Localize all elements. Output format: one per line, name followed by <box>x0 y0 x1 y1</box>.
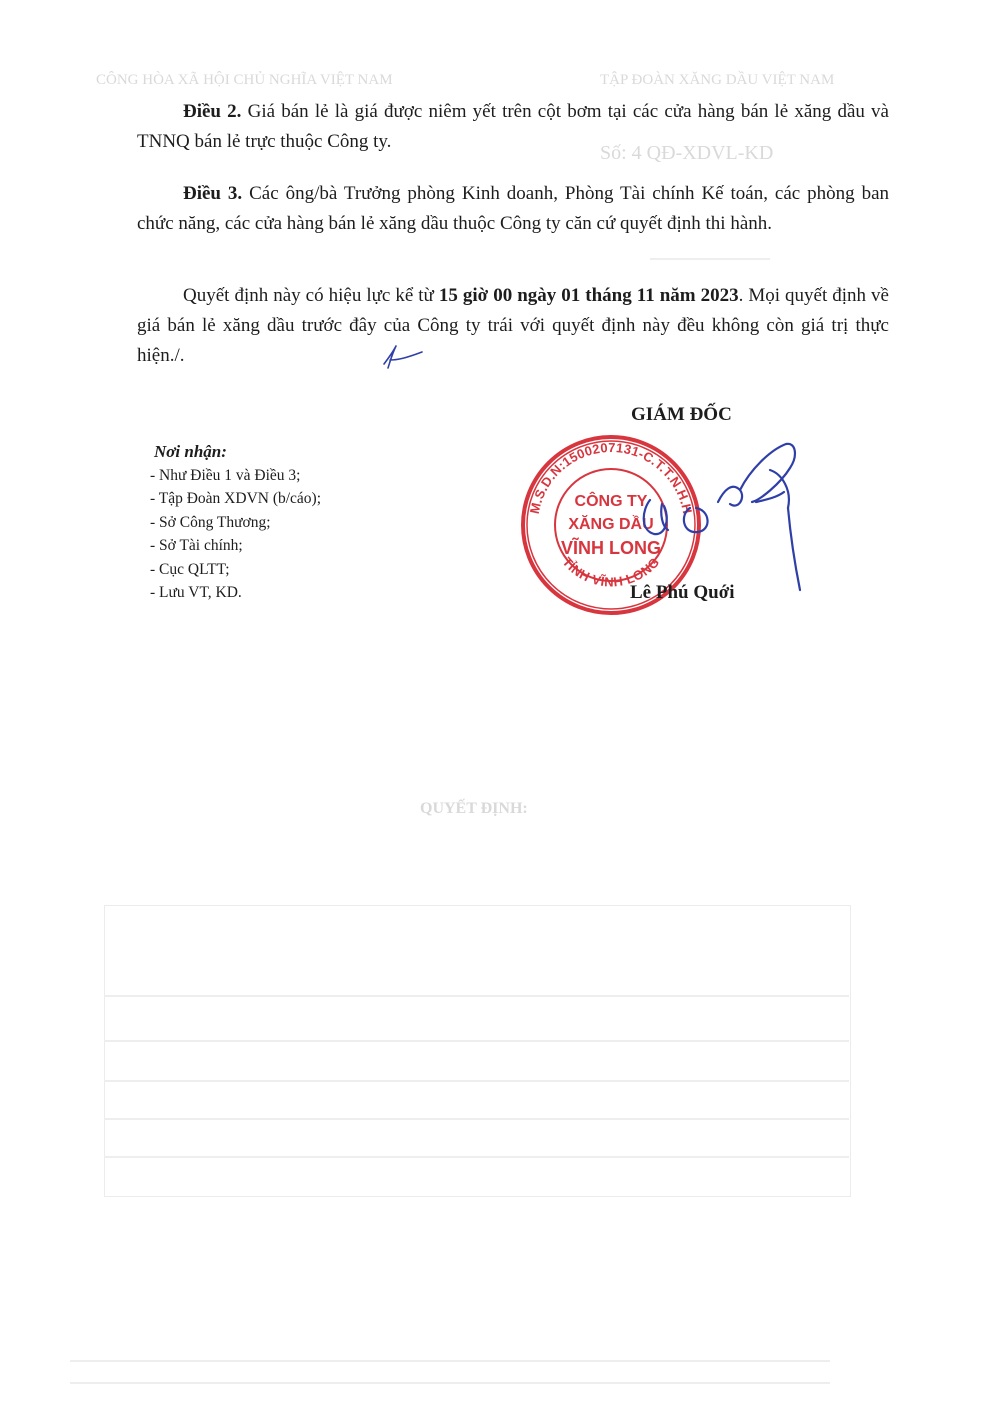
recipients-heading: Nơi nhận: <box>154 442 227 461</box>
effective-datetime: 15 giờ 00 ngày 01 tháng 11 năm 2023 <box>438 285 739 306</box>
seal-outer-text: M.S.D.N:1500207131-C.T.T.N.H.H <box>526 439 696 516</box>
signer-name: Lê Phú Quới <box>630 582 735 603</box>
seal-center-line-1: CÔNG TY <box>574 493 648 510</box>
seal-center-line-2: XĂNG DẦU <box>568 516 654 533</box>
effective-prefix: Quyết định này có hiệu lực kể từ <box>183 285 434 306</box>
initial-mark-icon <box>376 342 426 372</box>
recipients-block <box>150 440 321 605</box>
article-2-text: Giá bán lẻ là giá được niêm yết trên cột bơm tại các cửa hàng bán lẻ xăng dầu và TNNQ bán lẻ trực thuộc Công ty. <box>137 101 889 152</box>
recipient-item: - Cục QLTT; <box>150 560 230 578</box>
article-2-label: Điều 2. <box>183 101 242 122</box>
seal-center-line-3: VĨNH LONG <box>560 538 662 558</box>
recipient-item: - Sở Công Thương; <box>150 513 271 531</box>
effective-paragraph <box>137 281 889 371</box>
recipient-item: - Tập Đoàn XDVN (b/cáo); <box>150 490 322 507</box>
seal-bottom-text: TỈNH VĨNH LONG <box>559 554 663 590</box>
recipient-item: - Như Điều 1 và Điều 3; <box>150 466 301 484</box>
article-3-text: Các ông/bà Trưởng phòng Kinh doanh, Phòng Tài chính Kế toán, các phòng ban chức năng, các cửa hàng bán lẻ xăng dầu thuộc Công ty căn cứ quyết định thi hành. <box>137 183 890 234</box>
signer-title: GIÁM ĐỐC <box>631 404 732 425</box>
article-2-paragraph <box>137 97 889 157</box>
article-3-paragraph <box>137 179 889 239</box>
recipient-item: - Sở Tài chính; <box>150 537 243 554</box>
recipient-item: - Lưu VT, KD. <box>150 584 242 601</box>
effective-suffix: . Mọi quyết định về giá bán lẻ xăng dầu trước đây của Công ty trái với quyết định này đều không còn giá trị thực hiện./. <box>137 285 889 366</box>
article-3-label: Điều 3. <box>183 183 243 204</box>
document-page: CÔNG HÒA XÃ HỘI CHỦ NGHĨA VIỆT NAM TẬP ĐOÀN XĂNG DẦU VIỆT NAM Số: 4 QĐ-XDVL-KD QUYẾT ĐỊNH: Điều 2. Giá bán lẻ là giá được niêm yết trên cột bơm tại các cửa hàng bán lẻ xăng dầu và TNNQ bán lẻ trực thuộc Công ty. Điều 3. Các ông/bà Trưởng phòng Kinh doanh, Phòng Tài chính Kế toán, các phòng ban chức năng, các cửa hàng bán lẻ xăng dầu thuộc Công ty căn cứ quyết định thi hành. Quyết định này có hiệu lực kể từ 15 giờ 00 ngày 01 tháng 11 năm 2023. Mọi quyết định về giá bán lẻ xăng dầu trước đây của Công ty trái với quyết định này đều không còn giá trị thực hiện./. GIÁM ĐỐC Nơi nhận: - Như Điều 1 và Điều 3; - Tập Đoàn XDVN (b/cáo); - Sở Công Thương; - Sở Tài chính; - Cục QLTT; - Lưu VT, KD. M.S.D.N:1500207131-C.T.T.N.H.H TỈNH VĨNH LONG CÔNG TY XĂNG DẦU VĨNH LONG Lê Phú Quới <box>0 0 1000 1414</box>
